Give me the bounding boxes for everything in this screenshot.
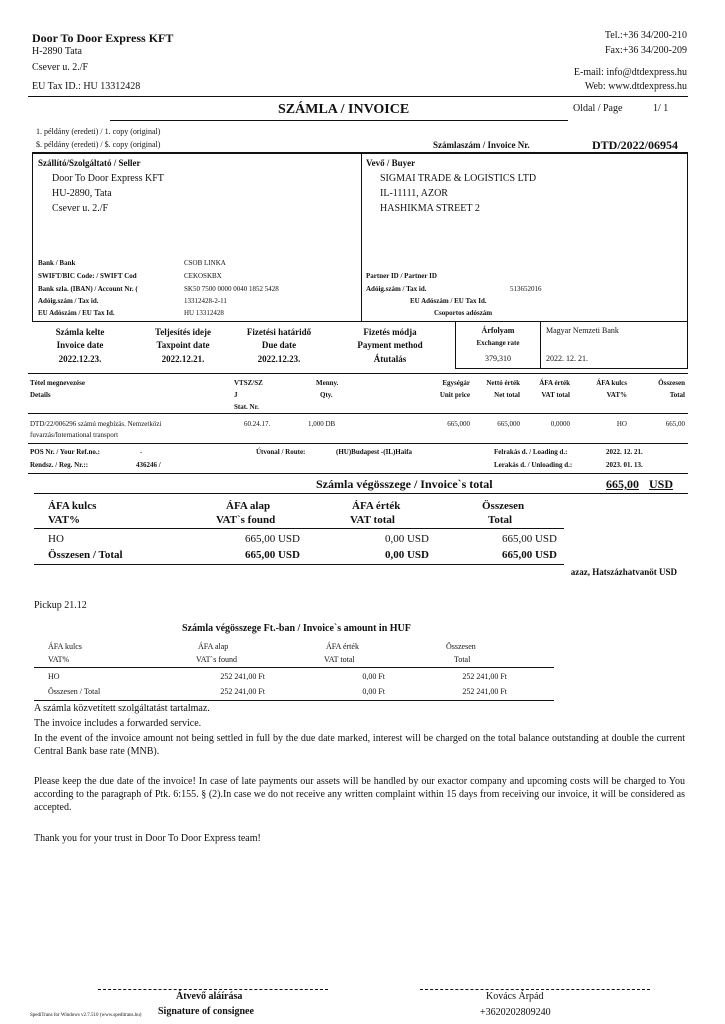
payment-method: Átutalás (373, 354, 407, 364)
vat-header-rule (34, 528, 564, 529)
col-details-en: Details (30, 391, 51, 399)
huf-row1-rate: HO (48, 672, 60, 681)
huf-col-total-en: Total (454, 655, 471, 664)
payment-method-label-en: Payment method (357, 340, 423, 350)
huf-row1-base: 252 241,00 Ft (220, 672, 265, 681)
copy-line-2: $. példány (eredeti) / $. copy (original) (36, 140, 161, 149)
company-tel: Tel.:+36 34/200-210 (604, 30, 687, 41)
reg-label: Rendsz. / Reg. Nr.:: (30, 461, 89, 469)
col-qty-en: Qty. (320, 391, 333, 399)
seller-eutax-label: EU Adószám / EU Tax Id. (38, 309, 115, 317)
taxpoint-label-en: Taxpoint date (156, 340, 210, 350)
page-label: Oldal / Page (573, 103, 623, 114)
pickup-note: Pickup 21.12 (34, 600, 87, 611)
huf-row1-vat: 0,00 Ft (362, 672, 385, 681)
unloading-date: 2023. 01. 13. (606, 461, 643, 469)
company-zip: H-2890 Tata (32, 46, 82, 57)
reg-number: 436246 / (136, 461, 161, 469)
exchange-rate-label-en: Exchange rate (476, 339, 520, 347)
items-header-rule (28, 413, 688, 414)
vat-col-base-en: VAT`s found (216, 514, 276, 526)
exchange-rate: 379,310 (485, 354, 511, 363)
col-rate-en: VAT% (606, 391, 627, 399)
company-street: Csever u. 2./F (32, 62, 89, 73)
company-fax: Fax:+36 34/200-209 (604, 45, 687, 56)
vat-col-vat-hu: ÁFA érték (352, 500, 401, 512)
company-email: E-mail: info@dtdexpress.hu (573, 67, 687, 78)
huf-row2-rate: Összesen / Total (48, 687, 101, 696)
seller-street: Csever u. 2./F (52, 203, 109, 214)
items-bottom-rule (28, 443, 688, 444)
huf-bottom-rule (34, 700, 554, 701)
vat-row1-total: 665,00 USD (501, 533, 557, 545)
invoice-number-label: Számlaszám / Invoice Nr. (433, 140, 530, 150)
invoice-total-amount: 665,00 (606, 477, 639, 491)
receiver-signature-line (98, 989, 328, 990)
huf-row1-total: 252 241,00 Ft (462, 672, 507, 681)
title-underline (110, 120, 568, 121)
payment-method-label-hu: Fizetés módja (363, 327, 417, 337)
buyer-group-label: Csoportos adószám (434, 309, 493, 317)
col-vat-en: VAT total (541, 391, 570, 399)
invoice-title: SZÁMLA / INVOICE (278, 102, 410, 117)
rate-box-right (687, 321, 688, 369)
issuer-phone: +3620202809240 (480, 1007, 551, 1018)
party-box-bottom (32, 321, 688, 322)
item-total: 665,00 (665, 420, 685, 428)
unloading-label: Lerakás d. / Unloading d.: (494, 461, 573, 469)
buyer-eutax-label: EU Adószám / EU Tax Id. (410, 297, 487, 305)
invoice-total-label: Számla végösszege / Invoice`s total (316, 477, 493, 491)
vat-col-rate-en: VAT% (48, 514, 80, 526)
col-unit-en: Unit price (439, 391, 470, 399)
party-box-left (32, 152, 33, 322)
buyer-street: HASHIKMA STREET 2 (380, 203, 480, 214)
rate-date: 2022. 12. 21. (546, 354, 588, 363)
note-forwarded-en: The invoice includes a forwarded service. (34, 718, 202, 729)
company-tax-id: EU Tax ID.: HU 13312428 (32, 81, 141, 92)
invoice-date-label-en: Invoice date (56, 340, 104, 350)
vat-row2-rate: Összesen / Total (48, 549, 123, 561)
seller-eutax: HU 13312428 (184, 309, 224, 317)
col-stat-en: J (234, 391, 238, 399)
seller-bank-label: Bank / Bank (38, 259, 76, 267)
exchange-rate-label-hu: Árfolyam (481, 326, 515, 335)
page-number: 1/ 1 (653, 103, 669, 114)
huf-col-vat-en: VAT total (324, 655, 355, 664)
col-stat-hu: VTSZ/SZ (234, 379, 263, 387)
seller-heading: Szállító/Szolgáltató / Seller (38, 158, 141, 168)
software-credit: SpediTrans for Windows v2.7.510 (www.speditrans.hu) (30, 1013, 142, 1018)
col-total-en: Total (669, 391, 685, 399)
seller-swift-label: SWIFT/BIC Code: / SWIFT Cod (38, 272, 137, 280)
col-stat-en2: Stat. Nr. (234, 403, 259, 411)
vat-col-rate-hu: ÁFA kulcs (48, 500, 97, 512)
vat-col-total-en: Total (488, 514, 513, 526)
rate-box-left (455, 321, 456, 369)
item-net: 665,000 (497, 420, 520, 428)
buyer-heading: Vevő / Buyer (366, 158, 416, 168)
rate-box-bottom (455, 368, 688, 369)
loading-label: Felrakás d. / Loading d.: (494, 448, 568, 456)
item-vat-rate: HO (616, 420, 627, 428)
party-box-top (32, 152, 688, 154)
issuer-signature-line (420, 989, 650, 990)
item-vat: 0,0000 (550, 420, 570, 428)
vat-col-base-hu: ÁFA alap (226, 500, 271, 512)
vat-row1-vat: 0,00 USD (384, 533, 429, 545)
seller-city: HU-2890, Tata (52, 188, 112, 199)
col-rate-hu: ÁFA kulcs (596, 379, 627, 387)
buyer-partner-label: Partner ID / Partner ID (366, 272, 437, 280)
vat-row2-base: 665,00 USD (244, 549, 300, 561)
party-box-right (687, 152, 688, 322)
huf-col-total-hu: Összesen (446, 642, 476, 651)
item-qty: 1,000 DB (308, 420, 336, 428)
huf-header-rule (34, 667, 554, 668)
vat-bottom-rule (34, 564, 564, 565)
col-qty-hu: Menny. (316, 379, 339, 387)
note-interest-paragraph: In the event of the invoice amount not being settled in full by the due date marked, interest will be charged on the total balance outstanding at double the current Central Bank base rate (MNB). (34, 733, 685, 757)
huf-row2-base: 252 241,00 Ft (220, 687, 265, 696)
buyer-city: IL-11111, AZOR (380, 188, 448, 199)
loading-date: 2022. 12. 21. (606, 448, 643, 456)
note-late-payment-paragraph: Please keep the due date of the invoice! In case of late payments our assets will be handled by our exactor company and upcoming costs will be charged to You according to the paragraph of Ptk. 6:155. § (2).In case we do not receive any written complaint within 15 days from receiving our invoice, it will be considered as accepted. (34, 776, 685, 813)
receiver-signature-label-hu: Átvevő aláírása (176, 991, 243, 1002)
rate-box-divider (540, 321, 541, 369)
issuer-name: Kovács Árpád (486, 991, 544, 1002)
seller-bank: CSOB LINKA (184, 259, 226, 267)
invoice-total-currency: USD (649, 477, 674, 491)
amount-in-words: azaz, Hatszázhatvanöt USD (570, 567, 677, 577)
taxpoint-label-hu: Teljesítés ideje (155, 327, 211, 337)
rate-bank-name: Magyar Nemzeti Bank (546, 326, 619, 335)
company-name: Door To Door Express KFT (32, 31, 174, 45)
items-top-rule (28, 373, 688, 374)
col-net-hu: Nettó érték (486, 379, 520, 387)
copy-line-1: 1. példány (eredeti) / 1. copy (original) (36, 127, 161, 136)
huf-summary-title: Számla végösszege Ft.-ban / Invoice`s amount in HUF (182, 623, 411, 634)
item-stat: 60.24.17. (244, 420, 271, 428)
seller-iban: SK50 7500 0000 0040 1852 5428 (184, 285, 279, 293)
due-date-label-en: Due date (261, 340, 297, 350)
seller-taxid: 13312428-2-11 (184, 297, 227, 305)
route: (HU)Budapest -(IL)Haifa (336, 448, 413, 456)
seller-taxid-label: Adóig.szám / Tax id. (38, 297, 99, 305)
item-details-line2: fuvarzás/International transport (30, 431, 119, 439)
seller-iban-label: Bank szla. (IBAN) / Account Nr. ( (38, 285, 138, 293)
vat-row2-total: 665,00 USD (501, 549, 557, 561)
col-vat-hu: ÁFA érték (539, 379, 570, 387)
pos-bottom-rule (28, 473, 688, 474)
huf-col-base-en: VAT`s found (196, 655, 237, 664)
header-divider (28, 96, 688, 97)
invoice-number: DTD/2022/06954 (592, 138, 679, 152)
col-net-en: Net total (494, 391, 520, 399)
note-forwarded-hu: A számla közvetített szolgáltatást tartalmaz. (34, 703, 210, 714)
vat-col-total-hu: Összesen (482, 500, 525, 512)
huf-col-vat-hu: ÁFA érték (326, 642, 359, 651)
col-total-hu: Összesen (658, 379, 685, 387)
huf-col-rate-hu: ÁFA kulcs (48, 642, 82, 651)
huf-col-rate-en: VAT% (48, 655, 70, 664)
total-underline (34, 493, 688, 494)
item-unit-price: 665,000 (447, 420, 470, 428)
vat-row2-vat: 0,00 USD (384, 549, 429, 561)
buyer-name: SIGMAI TRADE & LOGISTICS LTD (380, 173, 537, 184)
vat-row1-base: 665,00 USD (244, 533, 300, 545)
taxpoint-date: 2022.12.21. (161, 354, 205, 364)
receiver-signature-label-en: Signature of consignee (158, 1006, 254, 1017)
buyer-taxid-label: Adóig.szám / Tax id. (366, 285, 427, 293)
route-label: Útvonal / Route: (256, 448, 306, 456)
huf-col-base-hu: ÁFA alap (198, 642, 229, 651)
seller-name: Door To Door Express KFT (52, 173, 164, 184)
due-date-label-hu: Fizetési határidő (246, 327, 312, 337)
buyer-taxid: 513652016 (510, 285, 542, 293)
item-details-line1: DTD/22/006296 számú megbízás. Nemzetközi (30, 420, 162, 428)
huf-row2-total: 252 241,00 Ft (462, 687, 507, 696)
due-date: 2022.12.23. (257, 354, 301, 364)
vat-row1-rate: HO (48, 533, 64, 545)
huf-row2-vat: 0,00 Ft (362, 687, 385, 696)
pos-ref: - (140, 448, 143, 456)
col-details-hu: Tétel megnevezése (30, 379, 85, 387)
note-thanks: Thank you for your trust in Door To Door Express team! (34, 833, 261, 844)
col-unit-hu: Egységár (442, 379, 470, 387)
pos-ref-label: POS Nr. / Your Ref.no.: (30, 448, 100, 456)
vat-col-vat-en: VAT total (350, 514, 395, 526)
invoice-date-label-hu: Számla kelte (55, 327, 105, 337)
invoice-date: 2022.12.23. (58, 354, 102, 364)
party-box-middle (361, 152, 362, 322)
seller-swift: CEKOSKBX (184, 272, 222, 280)
company-web: Web: www.dtdexpress.hu (584, 81, 687, 92)
